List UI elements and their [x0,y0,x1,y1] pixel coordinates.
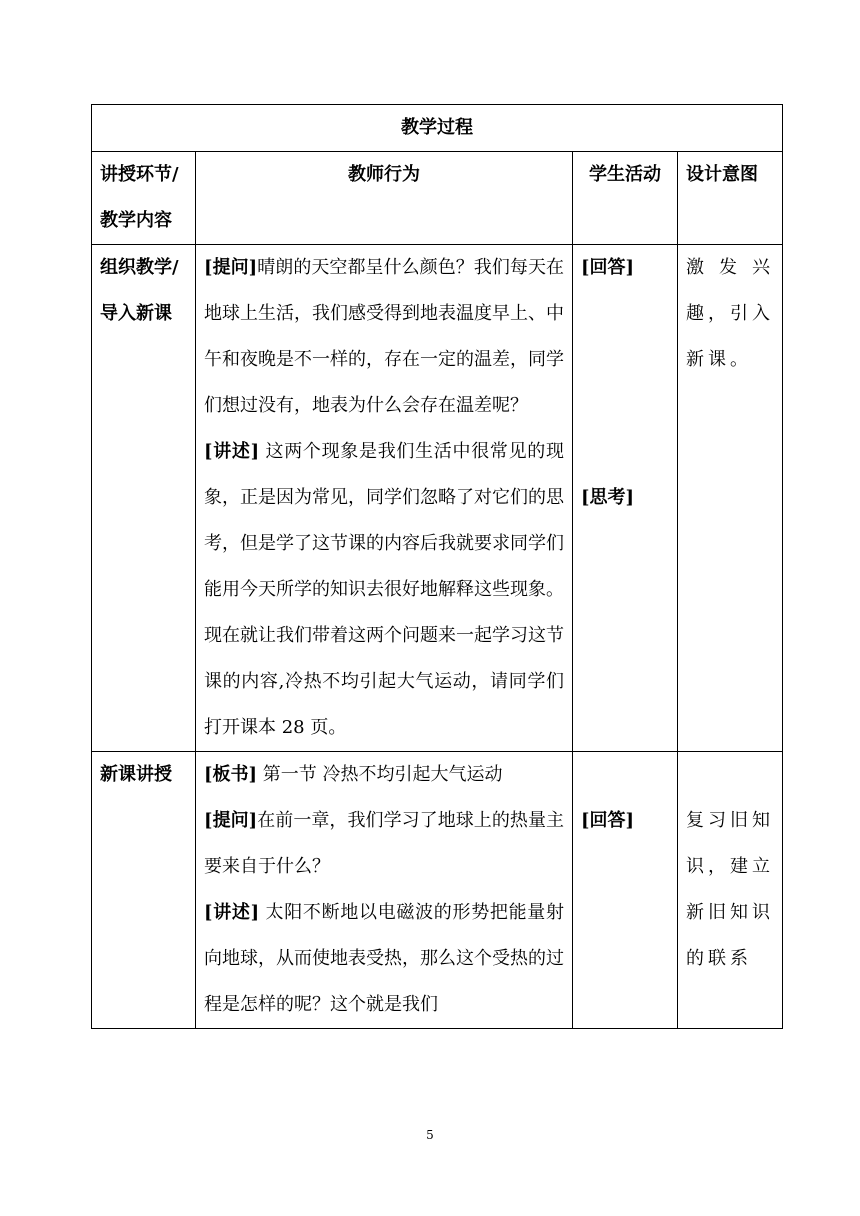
student-cell [573,245,678,752]
header-teacher: 教师行为 [196,152,573,245]
student-cell [573,752,678,1029]
paragraph-tag: [提问] [204,257,258,278]
paragraph-tag: [提问] [204,810,258,831]
table-title-row [92,105,783,152]
student-activity: [回答] [581,810,635,831]
header-student: 学生活动 [573,152,678,245]
header-stage: 讲授环节/教学内容 [92,152,196,245]
student-activity: [思考] [581,487,635,508]
table-header-row [92,152,783,245]
student-activity: [回答] [581,257,635,278]
intent-cell: 激发兴趣，引入新课。 [678,245,783,752]
intent-cell [678,752,783,1029]
table-title: 教学过程 [92,105,783,152]
header-intent: 设计意图 [678,152,783,245]
stage-cell: 新课讲授 [92,752,196,1029]
paragraph-text: 太阳不断地以电磁波的形势把能量射向地球，从而使地表受热，那么这个受热的过程是怎样的呢？这个就是我们 [204,902,564,1015]
paragraph-text: 晴朗的天空都呈什么颜色？我们每天在地球上生活，我们感受得到地表温度早上、中午和夜晚是不一样的，存在一定的温差，同学们想过没有，地表为什么会存在温差呢？ [204,257,564,416]
paragraph-text: 在前一章，我们学习了地球上的热量主要来自于什么？ [204,810,564,877]
table-row [92,752,783,1029]
paragraph-tag: [讲述] [204,441,260,462]
paragraph-tag: [讲述] [204,902,260,923]
teacher-cell [196,752,573,1029]
teacher-paragraph [204,798,564,890]
teacher-paragraph [204,245,564,429]
table-row [92,245,783,752]
page-number: 5 [426,1128,434,1142]
teacher-paragraph [204,890,564,1028]
paragraph-tag: [板书] [204,764,258,785]
teacher-paragraph [204,429,564,751]
intent-text: 复习旧知识，建立新旧知识的联系 [686,810,774,969]
teacher-paragraph [204,752,564,798]
lesson-process-table [91,104,783,1029]
paragraph-text: 第一节 冷热不均引起大气运动 [257,764,503,785]
stage-cell: 组织教学/导入新课 [92,245,196,752]
teacher-cell [196,245,573,752]
paragraph-text: 这两个现象是我们生活中很常见的现象，正是因为常见，同学们忽略了对它们的思考，但是学了这节课的内容后我就要求同学们能用今天所学的知识去很好地解释这些现象。现在就让我们带着这两个问题来一起学习这节课的内容,冷热不均引起大气运动，请同学们打开课本 28 页。 [204,441,564,738]
